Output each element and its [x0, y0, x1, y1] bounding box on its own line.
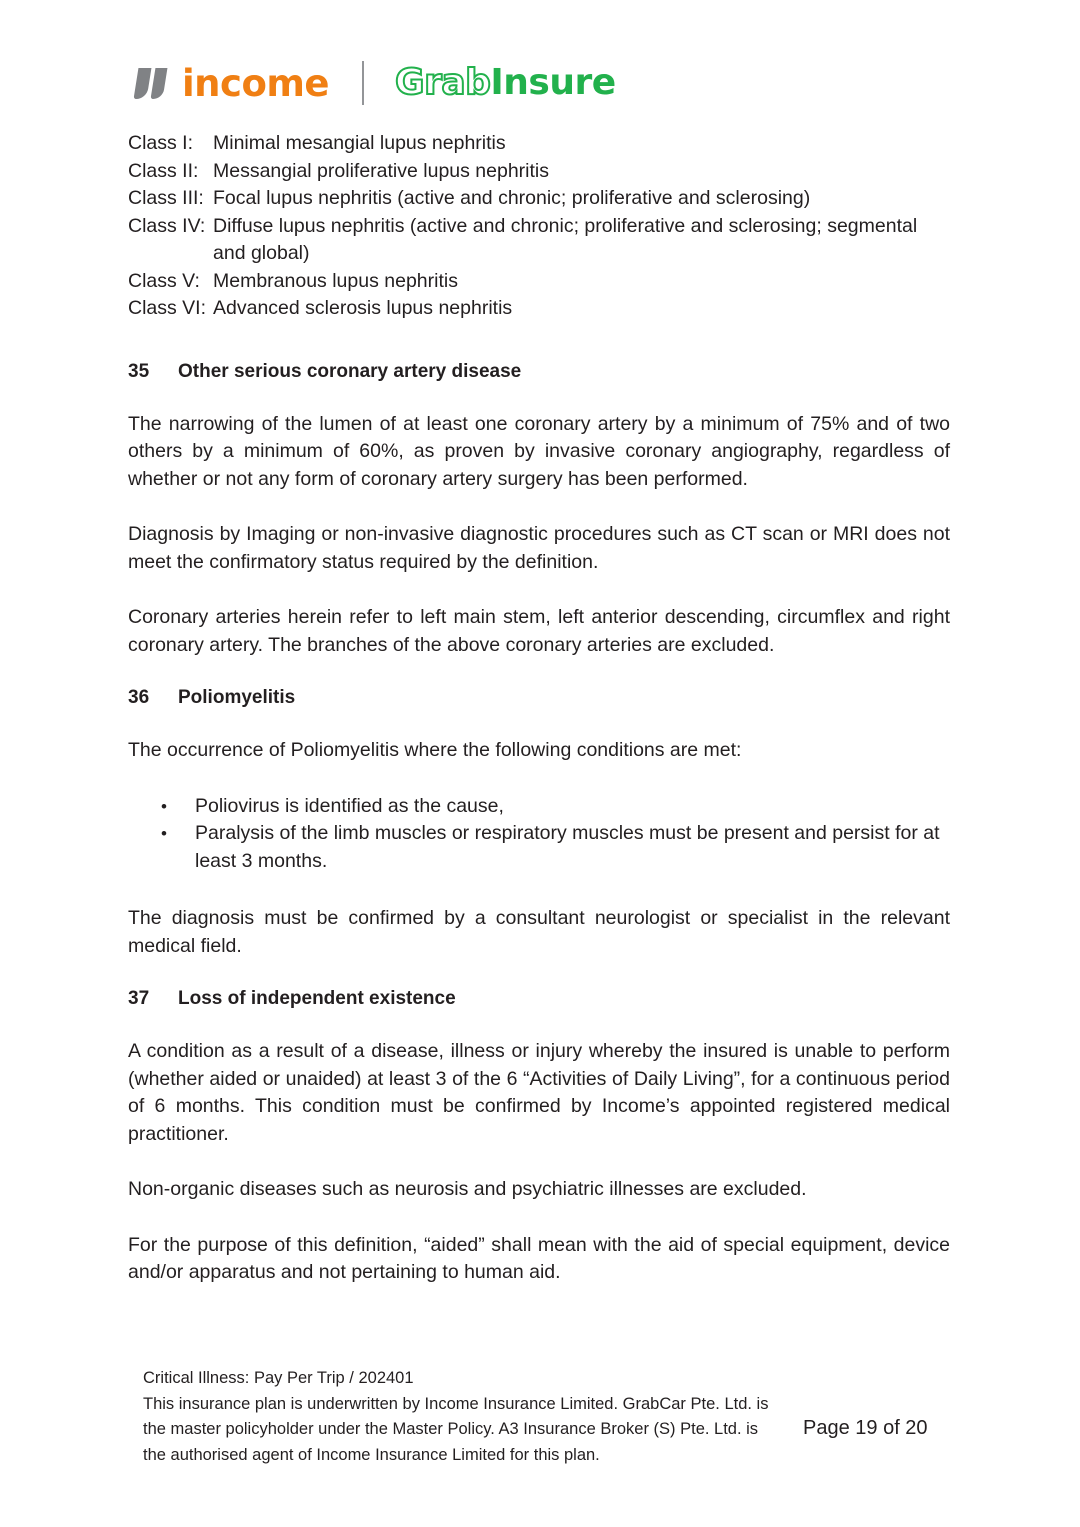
page-number: Page 19 of 20: [803, 1417, 928, 1439]
class-label: Class V:: [128, 269, 200, 292]
class-list-item: [128, 268, 950, 296]
section-heading-35: [128, 359, 950, 385]
class-description: Diffuse lupus nephritis (active and chronic; proliferative and sclerosing; segmental and global): [213, 214, 918, 264]
list-item-label: Poliovirus is identified as the cause,: [195, 794, 504, 817]
class-label: Class I:: [128, 132, 194, 154]
poliomyelitis-conditions-list: [128, 793, 950, 876]
section-37-paragraph-1: A condition as a result of a disease, illness or injury whereby the insured is unable to perform (whether aided or unaided) at least 3 of the 6 “Activities of Daily Living”, for a continuous period of 6 months. This condition must be confirmed by Income’s appointed registered medical practitioner.: [128, 1040, 950, 1145]
footer-line-3: the master policyholder under the Master Policy. A3 Insurance Broker (S) Pte. Ltd. is: [143, 1420, 759, 1438]
section-35-paragraph-1: The narrowing of the lumen of at least one coronary artery by a minimum of 75% and of two others by a minimum of 60%, as proven by invasive coronary angiography, regardless of whether or not any form of coronary artery surgery has been performed.: [128, 412, 950, 490]
class-description: Membranous lupus nephritis: [213, 269, 458, 292]
footer-line-2: This insurance plan is underwritten by Income Insurance Limited. GrabCar Pte. Ltd. is: [143, 1394, 769, 1413]
insure-wordmark-solid: Insure: [490, 62, 616, 103]
footer-line-4: the authorised agent of Income Insurance Limited for this plan.: [143, 1445, 600, 1464]
class-description: Advanced sclerosis lupus nephritis: [213, 297, 513, 319]
class-label: Class VI:: [128, 297, 207, 319]
section-37-paragraph-2: Non-organic diseases such as neurosis and psychiatric illnesses are excluded.: [128, 1178, 807, 1200]
class-list-item: [128, 295, 950, 323]
list-item: [128, 793, 950, 821]
page-footer: [143, 1366, 953, 1468]
section-number: 35: [128, 360, 150, 382]
section-number: 37: [128, 988, 150, 1009]
bullet-icon: •: [161, 796, 167, 816]
page-header: [136, 56, 616, 110]
class-description: Minimal mesangial lupus nephritis: [213, 132, 506, 154]
class-list-item: [128, 158, 950, 186]
income-wordmark: income: [182, 61, 330, 105]
class-list-item: [128, 130, 950, 158]
section-number: 36: [128, 687, 150, 708]
grabinsure-logo: [395, 62, 616, 103]
section-35-paragraph-2: Diagnosis by Imaging or non-invasive diagnostic procedures such as CT scan or MRI does not meet the confirmatory status required by the definition.: [128, 523, 950, 573]
grab-wordmark-outline: Grab Grab: [395, 65, 490, 101]
logo-divider: [362, 61, 364, 105]
lupus-nephritis-class-list: [128, 130, 950, 323]
document-body: [128, 130, 950, 1287]
class-label: Class III:: [128, 187, 204, 209]
class-description: Messangial proliferative lupus nephritis: [213, 159, 550, 182]
footer-disclaimer: [143, 1366, 803, 1468]
class-list-item: [128, 185, 950, 213]
class-description: Focal lupus nephritis (active and chronic; proliferative and sclerosing): [213, 187, 811, 209]
income-logo: [136, 61, 330, 105]
class-label: Class II:: [128, 159, 199, 182]
section-36-intro: The occurrence of Poliomyelitis where the following conditions are met:: [128, 739, 742, 761]
bullet-icon: •: [161, 824, 167, 843]
section-heading-37: [128, 986, 950, 1012]
section-37-paragraph-3: For the purpose of this definition, “aided” shall mean with the aid of special equipment, device and/or apparatus and not pertaining to human aid.: [128, 1233, 950, 1283]
class-label: Class IV:: [128, 214, 206, 237]
footer-line-1: Critical Illness: Pay Per Trip / 202401: [143, 1369, 414, 1387]
class-list-item: [128, 213, 950, 268]
list-item: [128, 820, 950, 875]
section-title: Poliomyelitis: [178, 687, 296, 708]
section-title: Loss of independent existence: [178, 988, 456, 1009]
section-title: Other serious coronary artery disease: [178, 360, 522, 382]
income-swoosh-icon: [136, 66, 169, 100]
list-item-label: Paralysis of the limb muscles or respiratory muscles must be present and persist for at least 3 months.: [195, 822, 940, 872]
section-36-closing: The diagnosis must be confirmed by a consultant neurologist or specialist in the relevant medical field.: [128, 907, 950, 957]
section-35-paragraph-3: Coronary arteries herein refer to left main stem, left anterior descending, circumflex and right coronary artery. The branches of the above coronary arteries are excluded.: [128, 606, 950, 656]
section-heading-36: [128, 685, 950, 711]
